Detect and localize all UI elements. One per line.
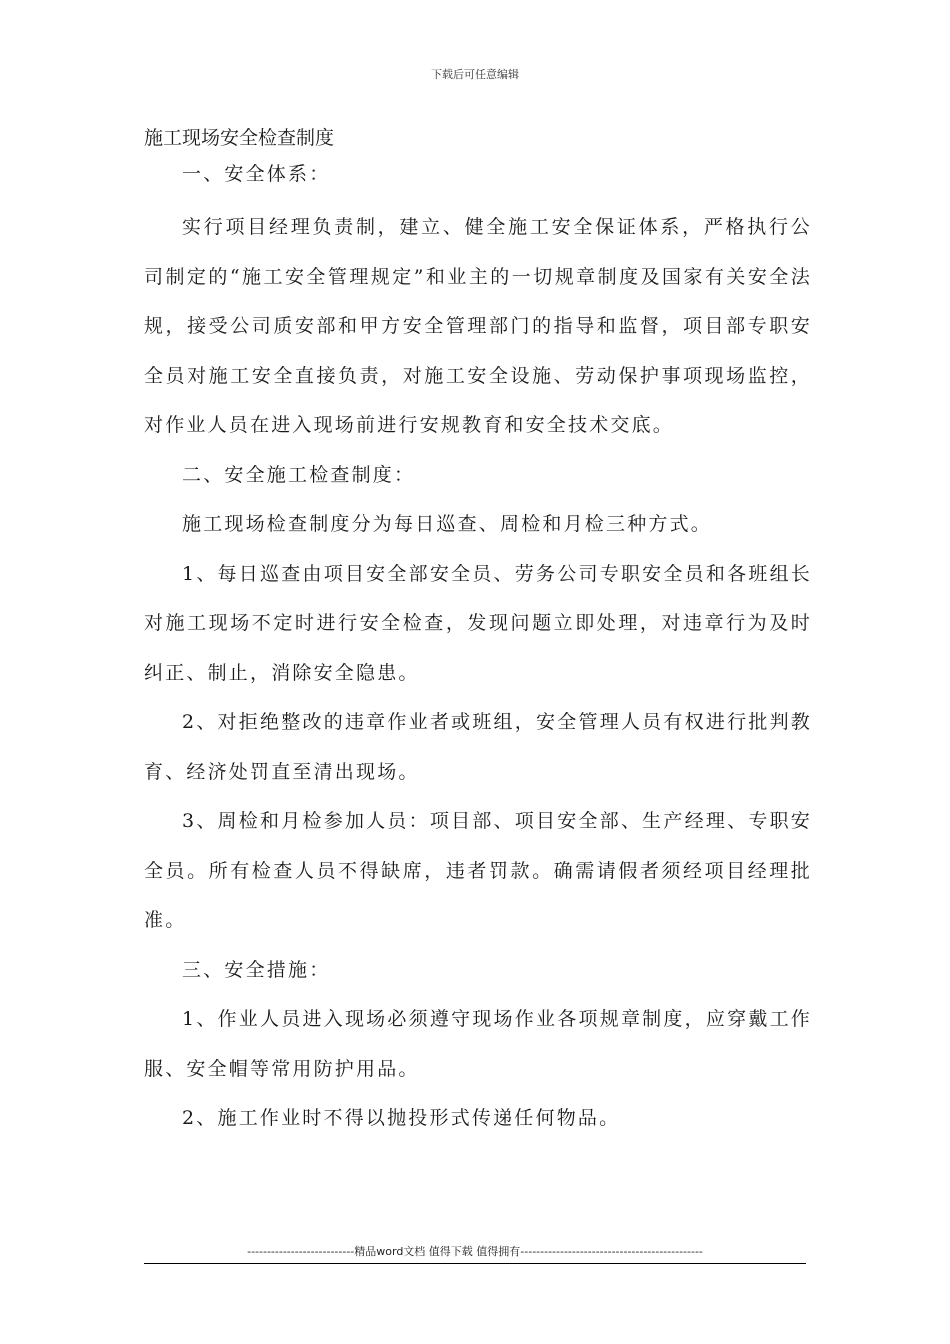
document-title: 施工现场安全检查制度: [144, 127, 335, 149]
paragraph: 施工现场检查制度分为每日巡查、周检和月检三种方式。: [182, 513, 713, 535]
document-body: [144, 122, 812, 1144]
paragraph: 1、每日巡查由项目安全部安全员、劳务公司专职安全员和各班组长对施工现场不定时进行安全检查，发现问题立即处理，对违章行为及时纠正、制止，消除安全隐患。: [144, 562, 812, 684]
paragraph: 1、作业人员进入现场必须遵守现场作业各项规章制度，应穿戴工作服、安全帽等常用防护用品。: [144, 1008, 812, 1080]
paragraph: 2、对拒绝整改的违章作业者或班组，安全管理人员有权进行批判教育、经济处罚直至清出现场。: [144, 711, 812, 783]
paragraph: 实行项目经理负责制，建立、健全施工安全保证体系，严格执行公司制定的“施工安全管理规定”和业主的一切规章制度及国家有关安全法规，接受公司质安部和甲方安全管理部门的指导和监督，项目部专职安全员对施工安全直接负责，对施工安全设施、劳动保护事项现场监控，对作业人员在进入现场前进行安规教育和安全技术交底。: [144, 216, 812, 436]
footer-note: ---------------------------精品word文档 值得下载 值得拥有----------------------------------------------: [247, 1245, 703, 1258]
paragraph: 3、周检和月检参加人员：项目部、项目安全部、生产经理、专职安全员。所有检查人员不得缺席，违者罚款。确需请假者须经项目经理批准。: [144, 810, 812, 931]
section-heading-1: 一、安全体系：: [182, 163, 331, 185]
footer-rule: [144, 1263, 806, 1264]
section-heading-2: 二、安全施工检查制度：: [182, 463, 416, 486]
paragraph: 2、施工作业时不得以抛投形式传递任何物品。: [182, 1107, 621, 1129]
header-note: 下载后可任意编辑: [431, 68, 519, 81]
section-heading-3: 三、安全措施：: [182, 958, 331, 981]
